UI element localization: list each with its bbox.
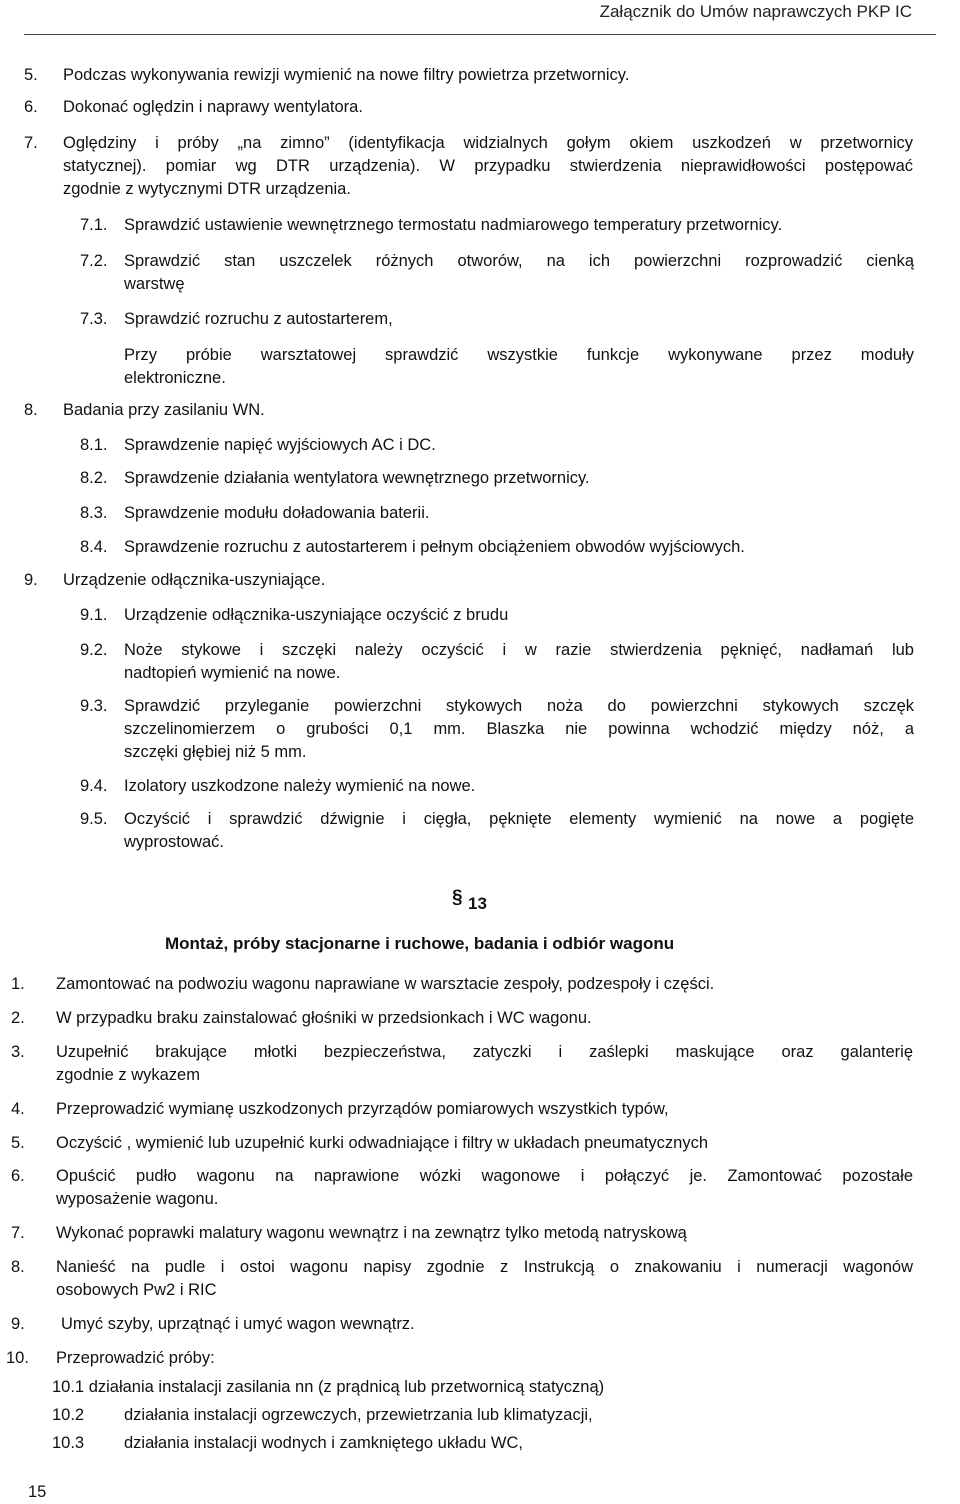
page-header: Załącznik do Umów naprawczych PKP IC [599, 2, 912, 21]
list-number: 1. [11, 975, 25, 993]
subitem-text: Sprawdzenie modułu doładowania baterii. [124, 504, 430, 522]
section-number: 13 [468, 894, 487, 913]
subitem-number: 8.1. [80, 436, 108, 454]
list-text-line: Uzupełnić brakujące młotki bezpieczeństwa, zatyczki i zaślepki maskujące oraz galanterię [56, 1043, 913, 1061]
item-text-line: zgodnie z wytycznymi DTR urządzenia. [63, 180, 351, 198]
subitem-text: Sprawdzenie rozruchu z autostarterem i pełnym obciążeniem obwodów wyjściowych. [124, 538, 745, 556]
list-number: 6. [11, 1167, 25, 1185]
subitem-number: 9.1. [80, 606, 108, 624]
list-text: Oczyścić , wymienić lub uzupełnić kurki odwadniające i filtry w układach pneumatycznych [56, 1134, 709, 1152]
subitem-text: Sprawdzenie działania wentylatora wewnętrznego przetwornicy. [124, 469, 590, 487]
list-text-line: wyposażenie wagonu. [56, 1190, 219, 1208]
subitem-text-line: warstwę [124, 275, 185, 293]
paragraph-line: elektroniczne. [124, 369, 226, 387]
list-text-line: Opuścić pudło wagonu na naprawione wózki wagonowe i połączyć je. Zamontować pozostałe [56, 1167, 913, 1185]
item-text: Badania przy zasilaniu WN. [63, 401, 265, 419]
list-number: 4. [11, 1100, 25, 1118]
subitem-text: Urządzenie odłącznika-uszyniające oczyścić z brudu [124, 606, 509, 624]
subitem-text-line: Sprawdzić przyleganie powierzchni stykowych noża do powierzchni stykowych szczęk [124, 697, 914, 715]
subitem-number: 7.1. [80, 216, 108, 234]
section-title: Montaż, próby stacjonarne i ruchowe, badania i odbiór wagonu [165, 934, 675, 953]
subitem-number: 9.3. [80, 697, 108, 715]
sublist-number: 10.2 [52, 1406, 85, 1424]
item-text: Urządzenie odłącznika-uszyniające. [63, 571, 326, 589]
item-text: Dokonać oględzin i naprawy wentylatora. [63, 98, 363, 116]
list-text: Przeprowadzić wymianę uszkodzonych przyrządów pomiarowych wszystkich typów, [56, 1100, 669, 1118]
subitem-text-line: szczęki głębiej niż 5 mm. [124, 743, 307, 761]
list-text: Wykonać poprawki malatury wagonu wewnątrz i na zewnątrz tylko metodą natryskową [56, 1224, 687, 1242]
list-text: W przypadku braku zainstalować głośniki w przedsionkach i WC wagonu. [56, 1009, 592, 1027]
item-text-line: Oględziny i próby „na zimno” (identyfikacja widzialnych gołym okiem uszkodzeń w przetwornicy [63, 134, 913, 152]
subitem-number: 9.2. [80, 641, 108, 659]
subitem-text-line: Oczyścić i sprawdzić dźwignie i cięgła, pęknięte elementy wymienić na nowe a pogięte [124, 810, 914, 828]
item-text-line: statycznej). pomiar wg DTR urządzenia). W przypadku stwierdzenia nieprawidłowości postępować [63, 157, 913, 175]
list-number: 2. [11, 1009, 25, 1027]
list-number: 10. [6, 1349, 29, 1367]
sublist-text: działania instalacji wodnych i zamkniętego układu WC, [124, 1434, 523, 1452]
subitem-number: 8.4. [80, 538, 108, 556]
subitem-number: 8.3. [80, 504, 108, 522]
item-number: 9. [24, 571, 38, 589]
subitem-number: 7.3. [80, 310, 108, 328]
subitem-number: 7.2. [80, 252, 108, 270]
list-number: 9. [11, 1315, 25, 1333]
item-number: 6. [24, 98, 38, 116]
subitem-text-line: szczelinomierzem o grubości 0,1 mm. Blaszka nie powinna wchodzić między nóż, a [124, 720, 914, 738]
list-text: Umyć szyby, uprzątnąć i umyć wagon wewnątrz. [61, 1315, 415, 1333]
list-text-line: zgodnie z wykazem [56, 1066, 200, 1084]
subitem-text: Sprawdzenie napięć wyjściowych AC i DC. [124, 436, 436, 454]
sublist-text: 10.1 działania instalacji zasilania nn (z prądnicą lub przetwornicą statyczną) [52, 1378, 605, 1396]
list-number: 7. [11, 1224, 25, 1242]
header-rule [24, 34, 936, 35]
item-number: 7. [24, 134, 38, 152]
subitem-text: Sprawdzić rozruchu z autostarterem, [124, 310, 393, 328]
subitem-text: Izolatory uszkodzone należy wymienić na nowe. [124, 777, 476, 795]
list-number: 3. [11, 1043, 25, 1061]
list-number: 8. [11, 1258, 25, 1276]
subitem-number: 9.5. [80, 810, 108, 828]
list-text: Przeprowadzić próby: [56, 1349, 215, 1367]
list-number: 5. [11, 1134, 25, 1152]
item-number: 8. [24, 401, 38, 419]
sublist-number: 10.3 [52, 1434, 85, 1452]
list-text: Zamontować na podwoziu wagonu naprawiane w warsztacie zespoły, podzespoły i części. [56, 975, 715, 993]
subitem-text-line: Sprawdzić stan uszczelek różnych otworów, na ich powierzchni rozprowadzić cienką [124, 252, 914, 270]
page-number: 15 [28, 1483, 47, 1501]
list-text-line: osobowych Pw2 i RIC [56, 1281, 217, 1299]
sublist-text: działania instalacji ogrzewczych, przewietrzania lub klimatyzacji, [124, 1406, 593, 1424]
subitem-number: 8.2. [80, 469, 108, 487]
subitem-number: 9.4. [80, 777, 108, 795]
subitem-text-line: wyprostować. [124, 833, 224, 851]
item-text: Podczas wykonywania rewizji wymienić na nowe filtry powietrza przetwornicy. [63, 66, 630, 84]
item-number: 5. [24, 66, 38, 84]
section-symbol: § [452, 887, 463, 908]
paragraph-line: Przy próbie warsztatowej sprawdzić wszystkie funkcje wykonywane przez moduły [124, 346, 914, 364]
list-text-line: Nanieść na pudle i ostoi wagonu napisy zgodnie z Instrukcją o znakowaniu i numeracji wagonów [56, 1258, 913, 1276]
subitem-text: Sprawdzić ustawienie wewnętrznego termostatu nadmiarowego temperatury przetwornicy. [124, 216, 783, 234]
subitem-text-line: Noże stykowe i szczęki należy oczyścić i w razie stwierdzenia pęknięć, nadłamań lub [124, 641, 914, 659]
subitem-text-line: nadtopień wymienić na nowe. [124, 664, 341, 682]
